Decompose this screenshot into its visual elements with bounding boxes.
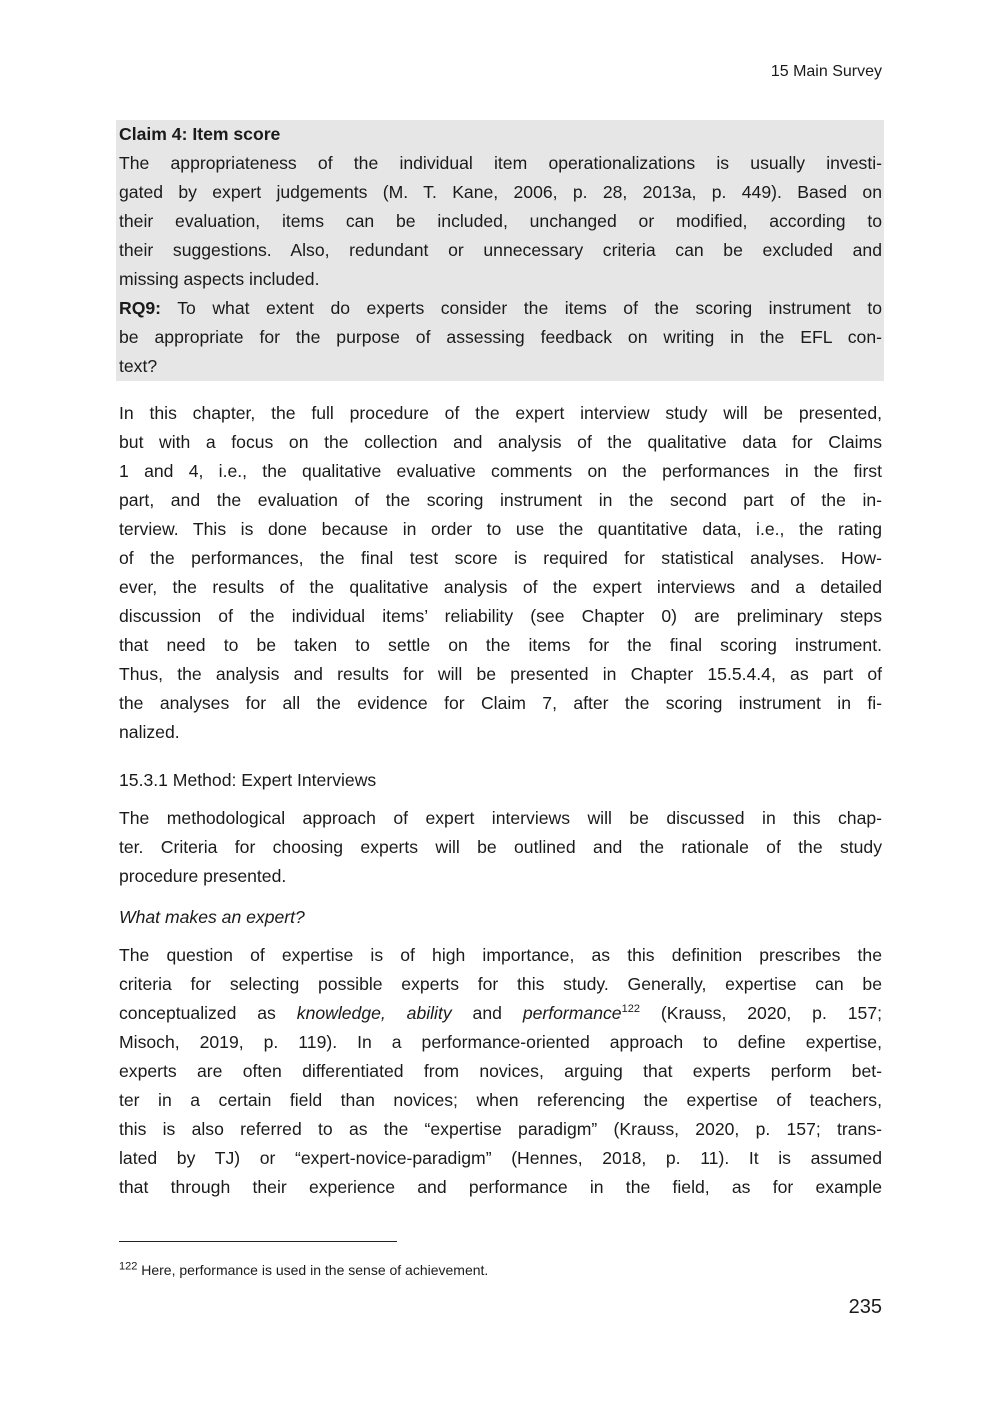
footnote <box>119 1259 488 1281</box>
text-line <box>119 294 882 323</box>
footnote-divider <box>119 1241 397 1242</box>
text-segment: knowledge, ability <box>296 1003 452 1023</box>
text-segment: performance <box>522 1003 622 1023</box>
paragraph-intro <box>119 399 882 747</box>
text-line: The appropriateness of the individual item operationalizations is usually investi- <box>119 153 882 173</box>
text-line: that need to be taken to settle on the items for the final scoring instrument. <box>119 635 882 655</box>
page-number: 235 <box>848 1296 882 1318</box>
text-line: 1 and 4, i.e., the qualitative evaluative comments on the performances in the first <box>119 461 882 481</box>
paragraph-expert <box>119 941 882 1202</box>
text-line: ever, the results of the qualitative analysis of the expert interviews and a detailed <box>119 577 882 597</box>
text-line: this is also referred to as the “expertise paradigm” (Krauss, 2020, p. 157; trans- <box>119 1119 882 1139</box>
text-line: lated by TJ) or “expert-novice-paradigm” (Hennes, 2018, p. 11). It is assumed <box>119 1148 882 1168</box>
text-line: ter in a certain field than novices; when referencing the expertise of teachers, <box>119 1090 882 1110</box>
text-segment: RQ9: <box>119 298 162 318</box>
subheading: What makes an expert? <box>119 907 305 927</box>
text-line: discussion of the individual items’ reliability (see Chapter 0) are preliminary steps <box>119 606 882 626</box>
text-line <box>119 999 882 1028</box>
claim-box-text <box>119 120 882 381</box>
text-line: terview. This is done because in order to use the quantitative data, i.e., the rating <box>119 519 882 539</box>
text-segment: (Krauss, 2020, p. 157; <box>639 1003 882 1023</box>
text-line: Misoch, 2019, p. 119). In a performance-oriented approach to define expertise, <box>119 1032 882 1052</box>
text-line: nalized. <box>119 722 180 742</box>
text-line: In this chapter, the full procedure of the expert interview study will be presented, <box>119 403 882 423</box>
text-line: part, and the evaluation of the scoring instrument in the second part of the in- <box>119 490 882 510</box>
text-line: of the performances, the final test score is required for statistical analyses. How- <box>119 548 882 568</box>
text-line: the analyses for all the evidence for Claim 7, after the scoring instrument in fi- <box>119 693 882 713</box>
footnote-text: Here, performance is used in the sense of achievement. <box>137 1262 489 1278</box>
text-line: experts are often differentiated from novices, arguing that experts perform bet- <box>119 1061 882 1081</box>
footnote-ref: 122 <box>621 1003 640 1016</box>
text-segment: conceptualized as <box>119 1003 297 1023</box>
text-line: Thus, the analysis and results for will be presented in Chapter 15.5.4.4, as part of <box>119 664 882 684</box>
running-header: 15 Main Survey <box>770 63 882 80</box>
paragraph-method <box>119 804 882 891</box>
text-line: The question of expertise is of high importance, as this definition prescribes the <box>119 945 882 965</box>
section-heading: 15.3.1 Method: Expert Interviews <box>119 770 377 790</box>
text-line: text? <box>119 356 158 376</box>
text-line: be appropriate for the purpose of assessing feedback on writing in the EFL con- <box>119 327 882 347</box>
text-segment: Claim 4: Item score <box>119 124 281 144</box>
text-line: ter. Criteria for choosing experts will be outlined and the rationale of the study <box>119 837 882 857</box>
text-line: The methodological approach of expert interviews will be discussed in this chap- <box>119 808 882 828</box>
text-line: procedure presented. <box>119 866 287 886</box>
text-line: criteria for selecting possible experts for this study. Generally, expertise can be <box>119 974 882 994</box>
text-segment: To what extent do experts consider the items of the scoring instrument to <box>161 298 882 318</box>
text-line: but with a focus on the collection and analysis of the qualitative data for Claims <box>119 432 882 452</box>
text-line: their evaluation, items can be included, unchanged or modified, according to <box>119 211 882 231</box>
text-line: their suggestions. Also, redundant or unnecessary criteria can be excluded and <box>119 240 882 260</box>
text-line: that through their experience and performance in the field, as for example <box>119 1177 882 1197</box>
text-line: missing aspects included. <box>119 269 320 289</box>
text-line: gated by expert judgements (M. T. Kane, 2006, p. 28, 2013a, p. 449). Based on <box>119 182 882 202</box>
text-segment: and <box>451 1003 523 1023</box>
footnote-number: 122 <box>119 1260 138 1273</box>
text-line <box>119 120 882 149</box>
